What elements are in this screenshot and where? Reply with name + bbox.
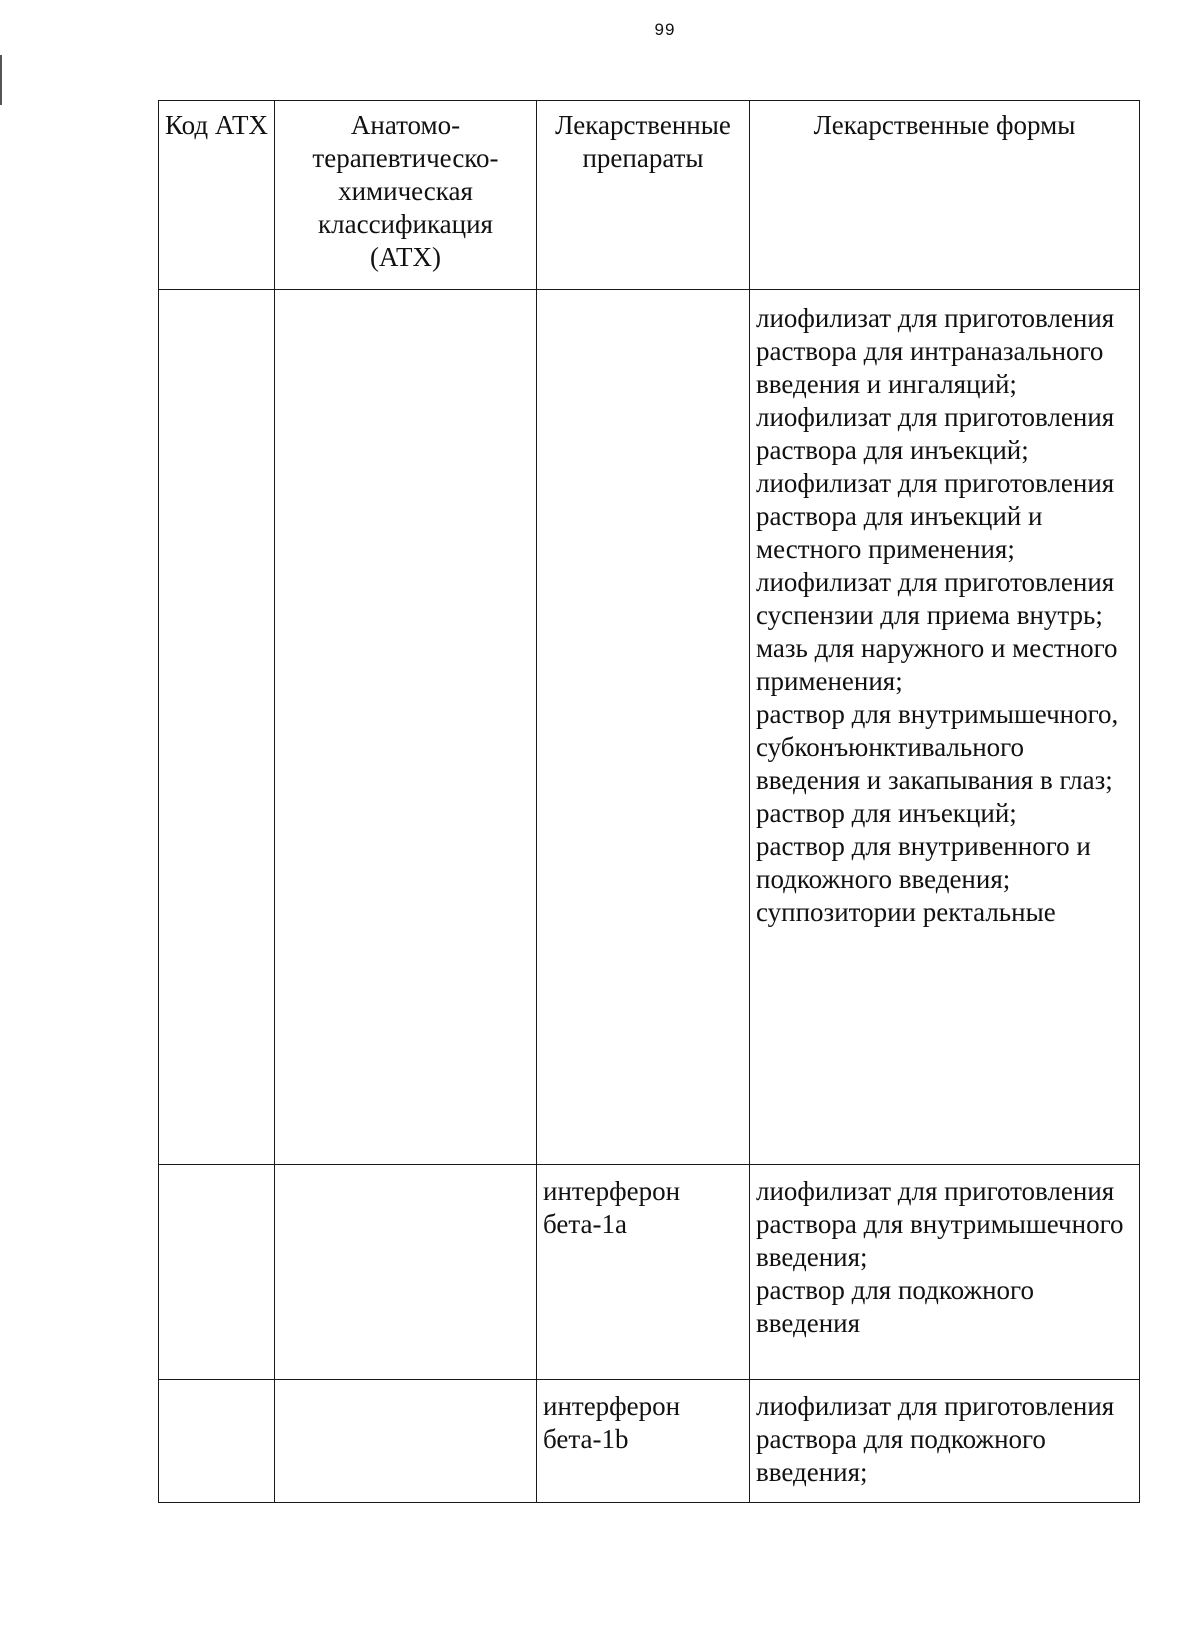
- cell-classification: [275, 1165, 537, 1380]
- table-row: [159, 290, 1140, 1165]
- dosage-form-item: лиофилизат для приготовления раствора для подкожного введения;: [756, 1391, 1115, 1487]
- cell-forms: [750, 1165, 1140, 1380]
- dosage-form-item: суппозитории ректальные: [756, 897, 1056, 927]
- drug-name: интерферон бета-1a: [543, 1176, 681, 1239]
- dosage-forms-list: [756, 1175, 1133, 1340]
- cell-forms: [750, 1380, 1140, 1503]
- cell-classification: [275, 1380, 537, 1503]
- header-atc-classification: Анатомо-терапевтическо-химическая классификация (АТХ): [275, 101, 537, 290]
- medication-table: [158, 100, 1140, 1503]
- dosage-form-item: раствор для внутривенного и подкожного введения;: [756, 831, 1091, 894]
- drug-name: интерферон бета-1b: [543, 1391, 681, 1454]
- dosage-form-item: раствор для инъекций;: [756, 798, 1017, 828]
- dosage-form-item: лиофилизат для приготовления суспензии для приема внутрь;: [756, 567, 1115, 630]
- dosage-form-item: раствор для внутримышечного, субконъюнктивального введения и закапывания в глаз;: [756, 699, 1119, 795]
- cell-drug: [537, 1380, 750, 1503]
- cell-drug: [537, 290, 750, 1165]
- dosage-form-item: мазь для наружного и местного применения;: [756, 633, 1118, 696]
- cell-code: [159, 1380, 275, 1503]
- page-number: 99: [654, 20, 676, 39]
- table-header-row: [159, 101, 1140, 290]
- dosage-form-item: раствор для подкожного введения: [756, 1275, 1034, 1338]
- dosage-form-item: лиофилизат для приготовления раствора для инъекций;: [756, 402, 1115, 465]
- cell-code: [159, 1165, 275, 1380]
- table-row: [159, 1165, 1140, 1380]
- header-atc-code: Код АТХ: [159, 101, 275, 290]
- dosage-form-item: лиофилизат для приготовления раствора для внутримышечного введения;: [756, 1176, 1124, 1272]
- cell-forms: [750, 290, 1140, 1165]
- dosage-form-item: лиофилизат для приготовления раствора для инъекций и местного применения;: [756, 468, 1115, 564]
- cell-code: [159, 290, 275, 1165]
- margin-scan-mark: [0, 55, 2, 105]
- table-row: [159, 1380, 1140, 1503]
- cell-classification: [275, 290, 537, 1165]
- dosage-form-item: лиофилизат для приготовления раствора для интраназального введения и ингаляций;: [756, 303, 1115, 399]
- header-dosage-forms: Лекарственные формы: [750, 101, 1140, 290]
- header-drugs: Лекарственные препараты: [537, 101, 750, 290]
- dosage-forms-list: [756, 302, 1133, 929]
- cell-drug: [537, 1165, 750, 1380]
- dosage-forms-list: [756, 1390, 1133, 1489]
